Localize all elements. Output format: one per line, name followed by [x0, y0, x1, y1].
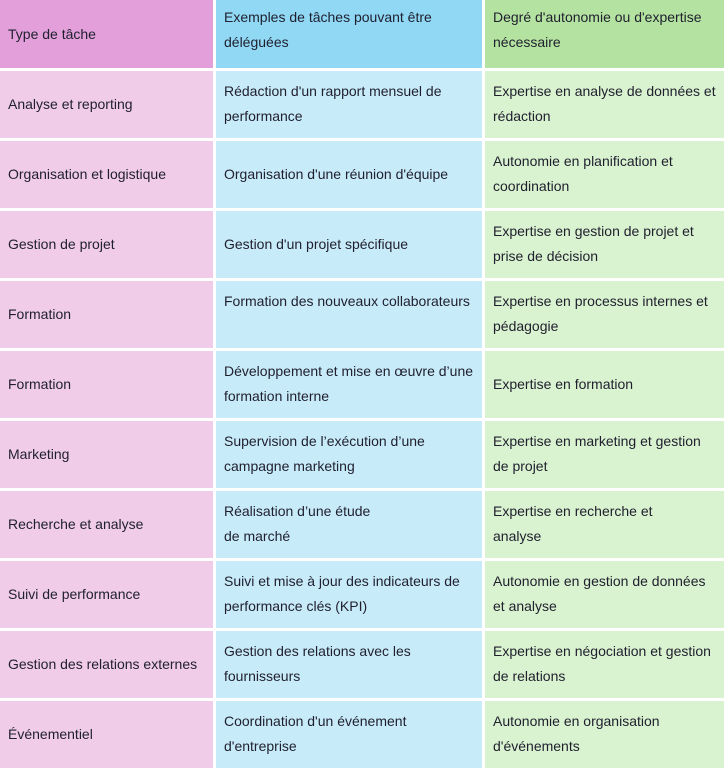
cell-text: Événementiel: [8, 726, 93, 742]
cell-text: Organisation d'une réunion d'équipe: [224, 166, 449, 182]
task-type-cell: [0, 701, 213, 768]
cell-text: Autonomie en planification et coordination: [493, 153, 673, 194]
cell-text: Développement et mise en œuvre d’une formation interne: [224, 363, 474, 404]
cell-text: Formation: [8, 376, 72, 392]
cell-text: Gestion d'un projet spécifique: [224, 236, 409, 252]
example-cell: [216, 71, 482, 138]
cell-text: Supervision de l’exécution d’une campagne marketing: [224, 433, 425, 474]
task-type-cell: [0, 71, 213, 138]
cell-text: Gestion des relations avec les fournisseurs: [224, 643, 411, 684]
cell-text: Coordination d'un événement d'entreprise: [224, 713, 407, 754]
task-type-cell: [0, 281, 213, 348]
example-cell: [216, 351, 482, 418]
autonomy-cell: [485, 421, 724, 488]
header-label: Type de tâche: [8, 25, 96, 42]
autonomy-cell: [485, 701, 724, 768]
cell-text: Expertise en processus internes et pédagogie: [493, 293, 708, 334]
cell-text: Organisation et logistique: [8, 166, 166, 182]
autonomy-cell: [485, 141, 724, 208]
cell-text: Analyse et reporting: [8, 96, 133, 112]
cell-text: Réalisation d’une étude de marché: [224, 503, 371, 544]
cell-text: Expertise en marketing et gestion de projet: [493, 433, 701, 474]
cell-text: Gestion des relations externes: [8, 656, 198, 672]
cell-text: Expertise en analyse de données et rédaction: [493, 83, 716, 124]
example-cell: [216, 561, 482, 628]
header-examples: [216, 0, 482, 68]
autonomy-cell: [485, 211, 724, 278]
example-cell: [216, 281, 482, 348]
autonomy-cell: [485, 281, 724, 348]
task-type-cell: [0, 631, 213, 698]
cell-text: Expertise en recherche et analyse: [493, 503, 653, 544]
cell-text: Gestion de projet: [8, 236, 115, 252]
example-cell: [216, 631, 482, 698]
task-type-cell: [0, 421, 213, 488]
cell-text: Expertise en gestion de projet et prise de décision: [493, 223, 694, 264]
cell-text: Autonomie en organisation d'événements: [493, 713, 660, 754]
header-task-type: [0, 0, 213, 68]
cell-text: Autonomie en gestion de données et analyse: [493, 573, 706, 614]
cell-text: Suivi et mise à jour des indicateurs de performance clés (KPI): [224, 573, 460, 614]
cell-text: Formation des nouveaux collaborateurs: [224, 293, 470, 309]
autonomy-cell: [485, 351, 724, 418]
task-type-cell: [0, 211, 213, 278]
task-type-cell: [0, 141, 213, 208]
cell-text: Expertise en négociation et gestion de relations: [493, 643, 711, 684]
header-autonomy: [485, 0, 724, 68]
autonomy-cell: [485, 631, 724, 698]
example-cell: [216, 211, 482, 278]
example-cell: [216, 421, 482, 488]
cell-text: Marketing: [8, 446, 70, 462]
task-type-cell: [0, 491, 213, 558]
autonomy-cell: [485, 561, 724, 628]
autonomy-cell: [485, 491, 724, 558]
cell-text: Rédaction d'un rapport mensuel de performance: [224, 83, 442, 124]
header-label: Degré d'autonomie ou d'expertise nécessaire: [493, 9, 702, 50]
cell-text: Suivi de performance: [8, 586, 141, 602]
autonomy-cell: [485, 71, 724, 138]
example-cell: [216, 141, 482, 208]
cell-text: Expertise en formation: [493, 376, 634, 392]
task-type-cell: [0, 561, 213, 628]
example-cell: [216, 491, 482, 558]
cell-text: Recherche et analyse: [8, 516, 144, 532]
cell-text: Formation: [8, 306, 72, 322]
header-label: Exemples de tâches pouvant être déléguées: [224, 9, 432, 50]
example-cell: [216, 701, 482, 768]
task-type-cell: [0, 351, 213, 418]
